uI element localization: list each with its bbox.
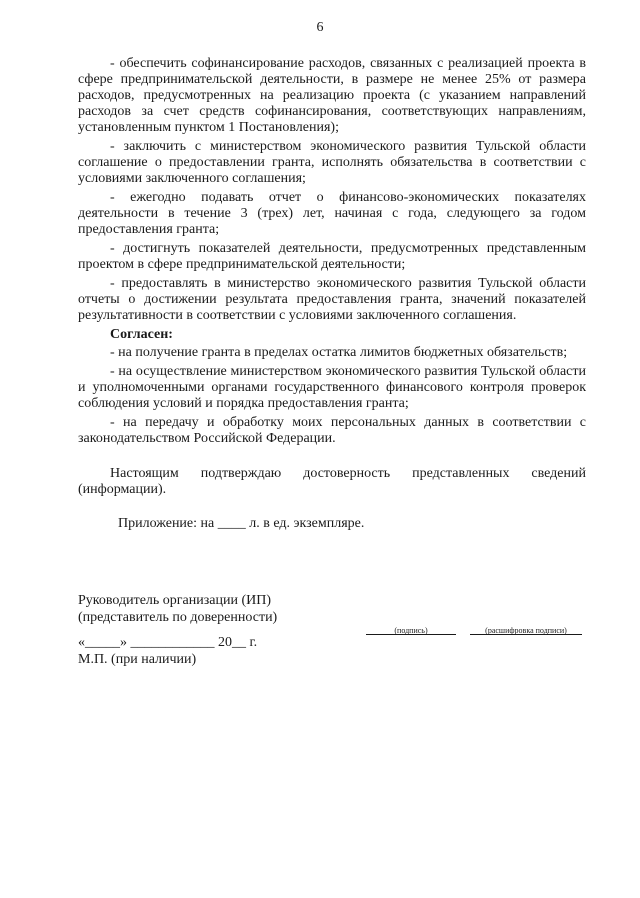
role-line: (представитель по доверенности) — [78, 610, 278, 625]
obligation-paragraph: - предоставлять в министерство экономического развития Тульской области отчеты о достижении результата предоставления гранта, значений показателей результативности в соответствии с условиями заключенного соглашения. — [78, 276, 586, 323]
obligation-paragraph: - заключить с министерством экономического развития Тульской области соглашение о предоставлении гранта, исполнять обязательства в соответствии с условиями заключенного соглашения; — [78, 139, 586, 186]
signature-caption: (подпись) — [394, 626, 428, 635]
appendix-line: Приложение: на ____ л. в ед. экземпляре. — [118, 516, 365, 531]
obligation-paragraph: - достигнуть показателей деятельности, предусмотренных представленным проектом в сфере предпринимательской деятельности; — [78, 241, 586, 272]
document-body — [78, 56, 586, 532]
obligation-paragraph: - обеспечить софинансирование расходов, связанных с реализацией проекта в сфере предпринимательской деятельности, в размере не менее 25% от размера расходов, предусмотренных на реализацию проекта (с указанием направлений расходов за счет средств софинансирования, соответствующих направлениям, установленным пунктом 1 Постановления); — [78, 56, 586, 135]
agree-heading: Согласен: — [110, 327, 173, 342]
page-number: 6 — [316, 20, 324, 35]
date-line: «_____» ____________ 20__ г. — [78, 635, 258, 650]
role-line: Руководитель организации (ИП) — [78, 593, 272, 608]
agree-item: - на передачу и обработку моих персональных данных в соответствии с законодательством Российской Федерации. — [78, 415, 586, 446]
decoding-caption: (расшифровка подписи) — [485, 626, 567, 635]
obligation-paragraph: - ежегодно подавать отчет о финансово-экономических показателях деятельности в течение 3 (трех) лет, начиная с года, следующего за годом предоставления гранта; — [78, 190, 586, 237]
confirmation-text: Настоящим подтверждаю достоверность представленных сведений (информации). — [78, 466, 586, 497]
stamp-place: М.П. (при наличии) — [78, 652, 197, 667]
signatory-role — [78, 592, 348, 626]
agree-item: - на получение гранта в пределах остатка лимитов бюджетных обязательств; — [110, 345, 568, 360]
agree-item: - на осуществление министерством экономического развития Тульской области и уполномоченными органами государственного финансового контроля проверок соблюдения условий и порядка предоставления гранта; — [78, 364, 586, 411]
signature-block — [78, 592, 590, 668]
